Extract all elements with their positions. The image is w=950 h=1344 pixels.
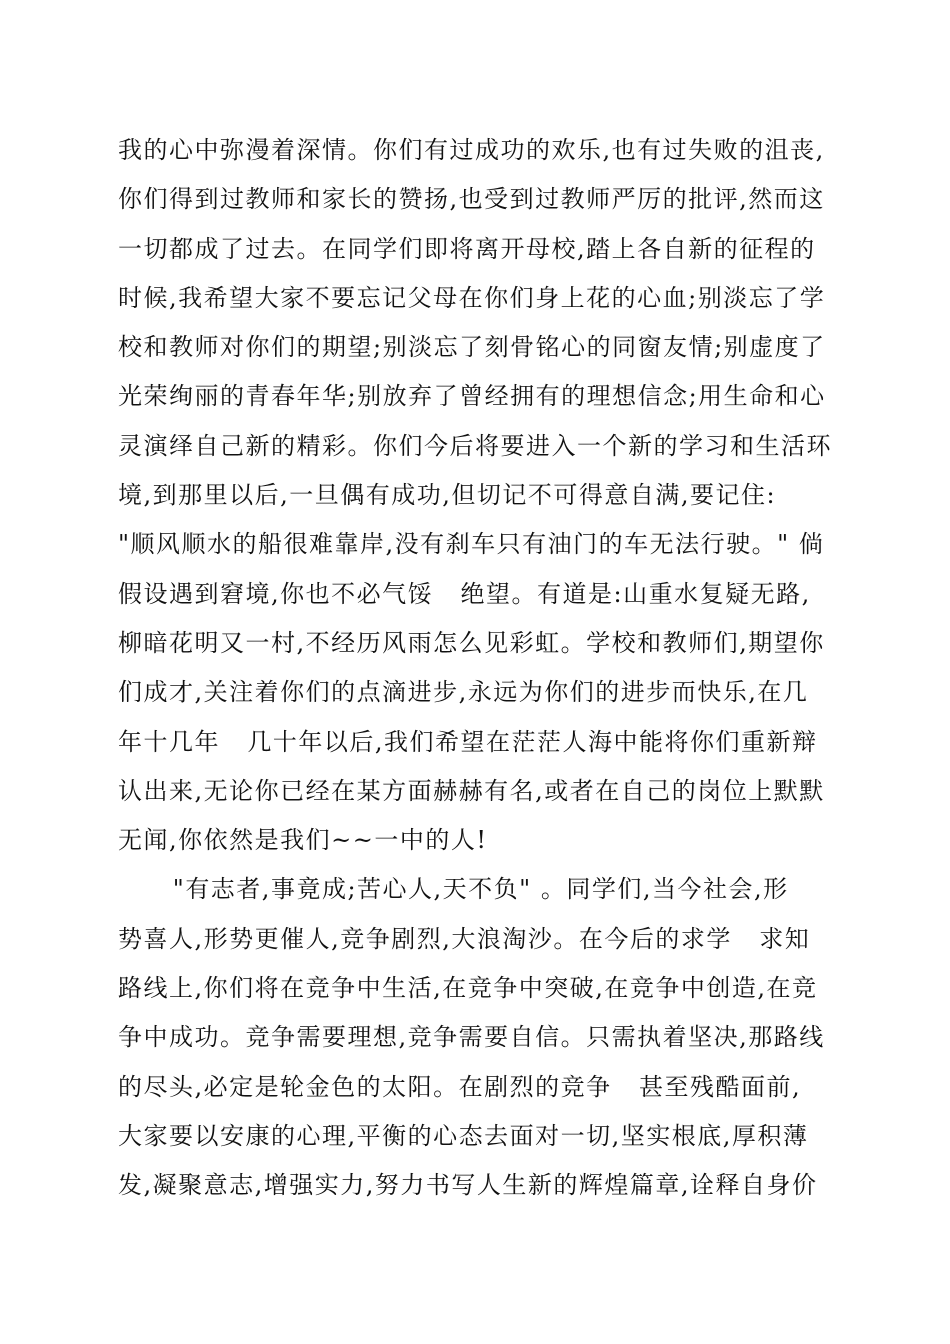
text-line: 势喜人,形势更催人,竞争剧烈,大浪淘沙。在今后的求学 求知 [118, 924, 811, 953]
text-line: 争中成功。竞争需要理想,竞争需要自信。只需执着坚决,那路线 [118, 1023, 825, 1052]
text-line: 的尽头,必定是轮金色的太阳。在剧烈的竞争 甚至残酷面前, [118, 1072, 802, 1101]
text-line: 你们得到过教师和家长的赞扬,也受到过教师严厉的批评,然而这 [118, 185, 825, 214]
text-line: 校和教师对你们的期望;别淡忘了刻骨铭心的同窗友情;别虚度了 [118, 333, 826, 362]
text-line: 灵演绎自己新的精彩。你们今后将要进入一个新的学习和生活环 [118, 431, 832, 460]
text-line: 发,凝聚意志,增强实力,努力书写人生新的辉煌篇章,诠释自身价 [118, 1171, 818, 1200]
text-line: 路线上,你们将在竞争中生活,在竞争中突破,在竞争中创造,在竞 [118, 974, 818, 1003]
text-line: 无闻,你依然是我们~~一中的人! [118, 826, 488, 855]
text-line: 柳暗花明又一村,不经历风雨怎么见彩虹。学校和教师们,期望你 [118, 628, 825, 657]
text-line: 时候,我希望大家不要忘记父母在你们身上花的心血;别淡忘了学 [118, 283, 826, 312]
text-line: 假设遇到窘境,你也不必气馁 绝望。有道是:山重水复疑无路, [118, 579, 811, 608]
text-line: 年十几年 几十年以后,我们希望在茫茫人海中能将你们重新辩 [118, 727, 818, 756]
text-line: "顺风顺水的船很难靠岸,没有刹车只有油门的车无法行驶。" 倘 [118, 530, 825, 559]
body-text [118, 132, 858, 1217]
text-line: 一切都成了过去。在同学们即将离开母校,踏上各自新的征程的 [118, 234, 816, 263]
text-line: 认出来,无论你已经在某方面赫赫有名,或者在自己的岗位上默默 [118, 776, 825, 805]
text-line: 我的心中弥漫着深情。你们有过成功的欢乐,也有过失败的沮丧, [118, 136, 825, 164]
text-line: 光荣绚丽的青春年华;别放弃了曾经拥有的理想信念;用生命和心 [118, 382, 826, 411]
text-line: "有志者,事竟成;苦心人,天不负" 。同学们,当今社会,形 [118, 875, 789, 904]
text-line: 们成才,关注着你们的点滴进步,永远为你们的进步而快乐,在几 [118, 678, 809, 707]
text-line: 大家要以安康的心理,平衡的心态去面对一切,坚实根底,厚积薄 [118, 1121, 809, 1150]
text-line: 境,到那里以后,一旦偶有成功,但切记不可得意自满,要记住: [118, 481, 777, 510]
